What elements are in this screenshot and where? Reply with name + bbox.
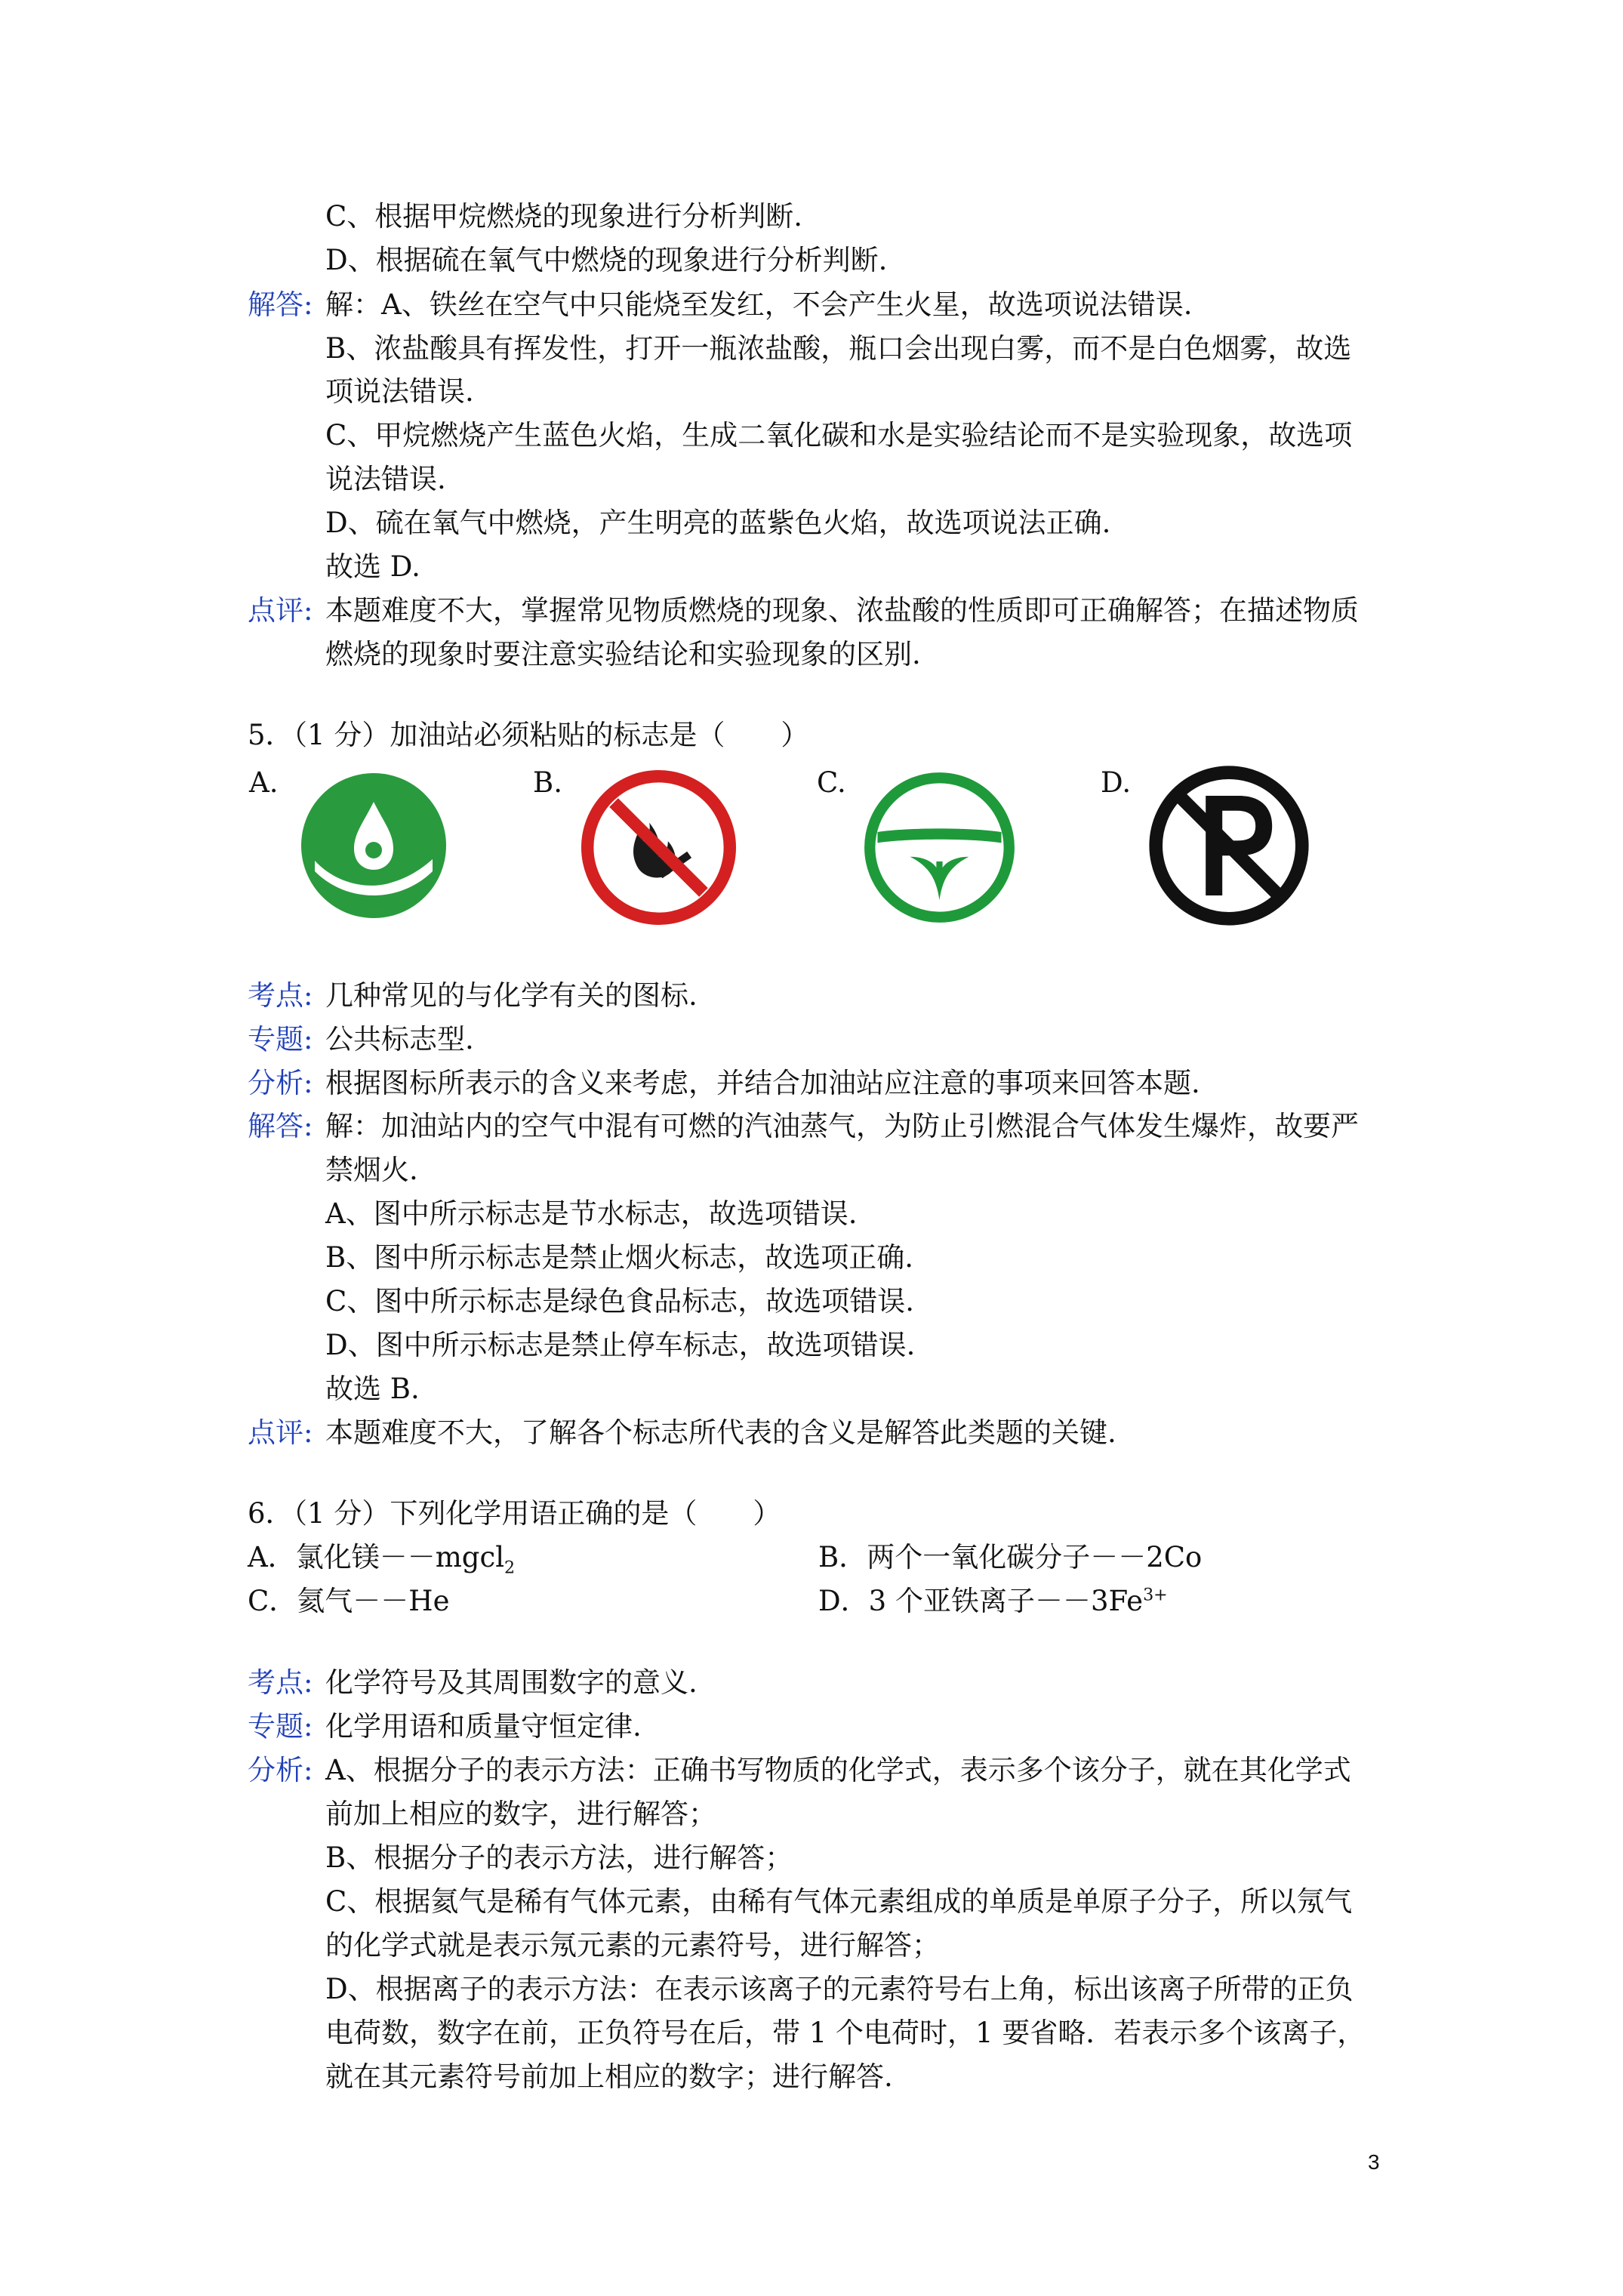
option-c: C．氦气－－He [248,1585,450,1617]
option-d [818,1587,1168,1615]
no-fire-icon [581,770,736,925]
fenxi-text: 根据图标所表示的含义来考虑，并结合加油站应注意的事项来回答本题. [325,1067,1200,1099]
answer-line: C、甲烷燃烧产生蓝色火焰，生成二氧化碳和水是实验结论而不是实验现象，故选项 [325,419,1353,451]
option-a [248,1541,516,1578]
answer-line: 说法错误. [325,463,446,495]
green-food-icon [862,770,1017,925]
answer-line: 解：加油站内的空气中混有可燃的汽油蒸气，为防止引燃混合气体发生爆炸，故要严 [325,1110,1359,1142]
answer-line: 解：A、铁丝在空气中只能烧至发红，不会产生火星，故选项说法错误. [325,288,1193,321]
option-a-text: A．氯化镁－－mgcl [248,1541,505,1573]
option-b: B．两个一氧化碳分子－－2Co [818,1541,1203,1573]
water-saving-icon [298,770,449,921]
option-a-letter: A. [249,766,279,799]
review-label: 点评: [248,1416,313,1449]
answer-line: A、图中所示标志是节水标志，故选项错误. [325,1197,858,1230]
answer-line: B、浓盐酸具有挥发性，打开一瓶浓盐酸，瓶口会出现白雾，而不是白色烟雾，故选 [325,332,1352,365]
question-5-stem: 5．（1 分）加油站必须粘贴的标志是（ ） [248,719,809,751]
zhuanti-label: 专题: [248,1710,313,1743]
fenxi-line: B、根据分子的表示方法，进行解答； [325,1841,793,1874]
analysis-c-line: C、根据甲烷燃烧的现象进行分析判断. [325,200,803,233]
fenxi-label: 分析: [248,1754,313,1786]
answer-line: B、图中所示标志是禁止烟火标志，故选项正确. [325,1241,913,1274]
option-d-letter: D. [1101,766,1132,799]
fenxi-line: C、根据氦气是稀有气体元素，由稀有气体元素组成的单质是单原子分子，所以氖气 [325,1885,1353,1918]
review-label: 点评: [248,594,313,627]
answer-label: 解答: [248,1110,313,1142]
fenxi-line: 电荷数，数字在前，正负符号在后，带 1 个电荷时，1 要省略．若表示多个该离子， [325,2017,1366,2049]
answer-line: 故选 B. [325,1373,420,1405]
fenxi-line: A、根据分子的表示方法：正确书写物质的化学式，表示多个该分子，就在其化学式 [325,1754,1351,1786]
answer-line: 禁烟火. [325,1154,418,1186]
fenxi-line: D、根据离子的表示方法：在表示该离子的元素符号右上角，标出该离子所带的正负 [325,1973,1354,2005]
answer-line: C、图中所示标志是绿色食品标志，故选项错误. [325,1285,915,1318]
kaodian-text: 化学符号及其周围数字的意义. [325,1666,698,1699]
answer-line: 故选 D. [325,550,420,583]
analysis-d-line: D、根据硫在氧气中燃烧的现象进行分析判断. [325,244,888,276]
review-line: 燃烧的现象时要注意实验结论和实验现象的区别. [325,638,921,670]
zhuanti-text: 公共标志型. [325,1023,474,1056]
fenxi-line: 的化学式就是表示氖元素的元素符号，进行解答； [325,1929,940,1962]
review-line: 本题难度不大，掌握常见物质燃烧的现象、浓盐酸的性质即可正确解答；在描述物质 [325,594,1359,627]
kaodian-text: 几种常见的与化学有关的图标. [325,979,698,1012]
fenxi-line: 前加上相应的数字，进行解答； [325,1798,716,1830]
zhuanti-text: 化学用语和质量守恒定律. [325,1710,642,1743]
option-d-superscript: 3+ [1143,1585,1168,1605]
option-b-letter: B. [533,766,562,799]
zhuanti-label: 专题: [248,1023,313,1056]
answer-line: 项说法错误. [325,375,474,408]
option-a-subscript: 2 [504,1558,516,1578]
fenxi-line: 就在其元素符号前加上相应的数字；进行解答. [325,2060,893,2093]
kaodian-label: 考点: [248,1666,313,1699]
option-c-letter: C. [817,766,846,799]
option-d-text: D．3 个亚铁离子－－3Fe [818,1585,1144,1617]
answer-line: D、硫在氧气中燃烧，产生明亮的蓝紫色火焰，故选项说法正确. [325,507,1111,539]
review-text: 本题难度不大，了解各个标志所代表的含义是解答此类题的关键. [325,1416,1116,1449]
answer-line: D、图中所示标志是禁止停车标志，故选项错误. [325,1329,916,1361]
answer-label: 解答: [248,288,313,321]
page-number: 3 [1368,2150,1380,2174]
kaodian-label: 考点: [248,979,313,1012]
no-parking-icon [1146,763,1312,929]
fenxi-label: 分析: [248,1067,313,1099]
question-6-stem: 6．（1 分）下列化学用语正确的是（ ） [248,1497,781,1530]
